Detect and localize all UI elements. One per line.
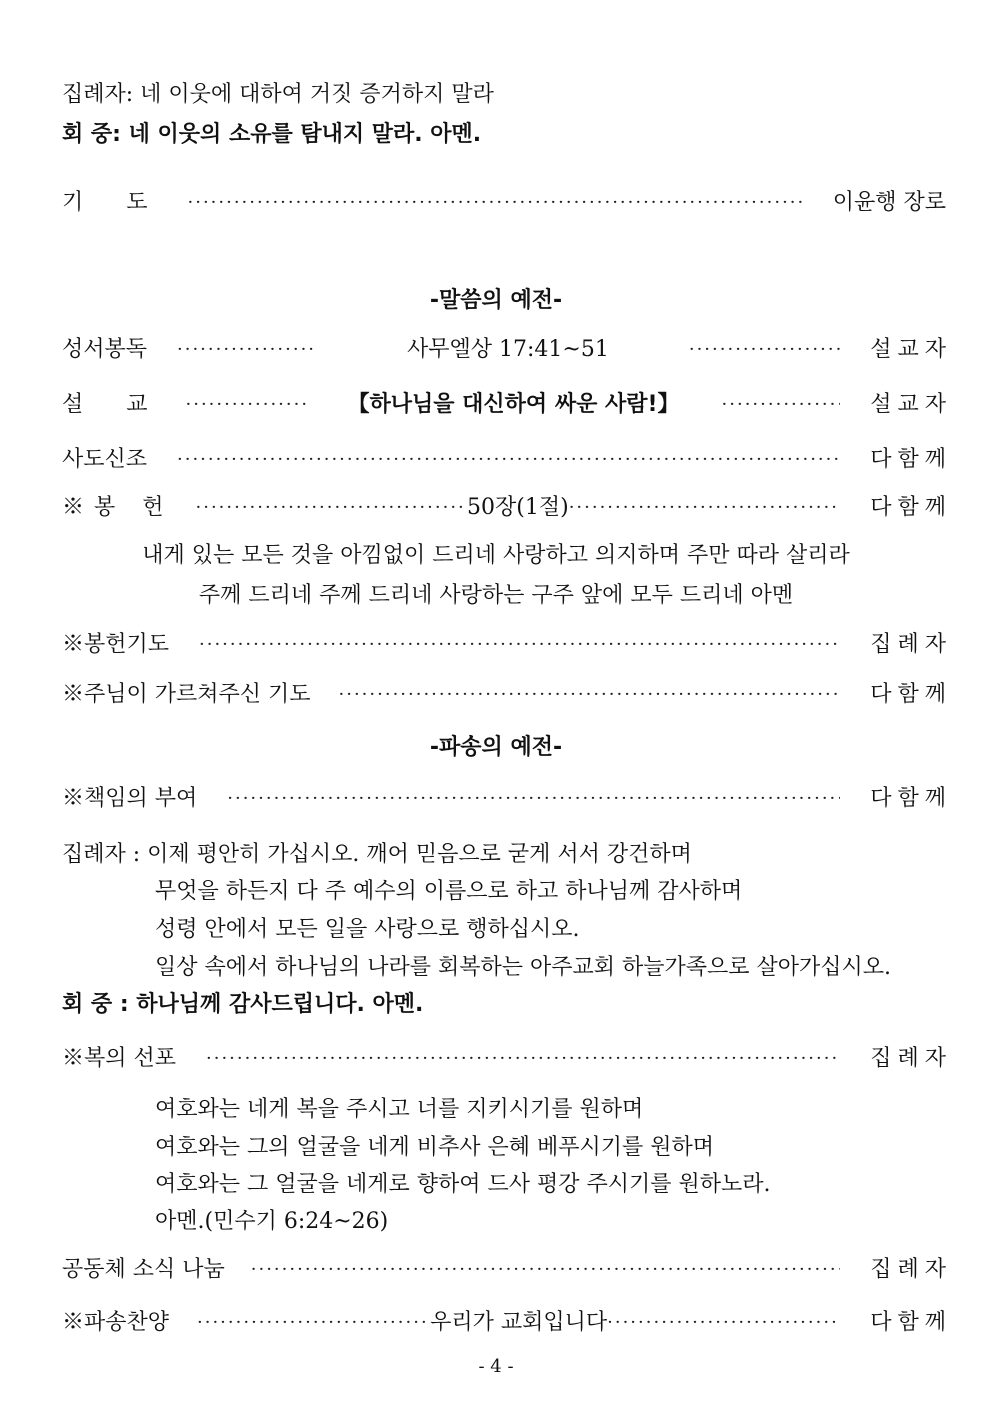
leader-dots <box>689 335 840 365</box>
lords-prayer-label: ※주님이 가르쳐주신 기도 <box>62 682 311 707</box>
benediction-line-3: 여호와는 그 얼굴을 네게로 향하여 드사 평강 주시기를 원하노라. <box>155 1172 771 1197</box>
sending-hymn-label: ※파송찬양 <box>62 1310 170 1335</box>
benediction-person: 집례자 <box>870 1046 952 1071</box>
charge-line-1: 집례자 : 이제 평안히 가십시오. 깨어 믿음으로 굳게 서서 강건하며 <box>62 842 692 867</box>
benediction-label: ※복의 선포 <box>62 1046 177 1071</box>
benediction-line-1: 여호와는 네게 복을 주시고 너를 지키시기를 원하며 <box>155 1097 644 1122</box>
scripture-label: 성서봉독 <box>62 337 148 362</box>
sending-hymn-title: 우리가 교회입니다 <box>430 1310 608 1335</box>
word-section-title: -말씀의 예전- <box>429 288 563 313</box>
leader-dots <box>206 1044 840 1074</box>
lords-prayer-row <box>62 680 952 710</box>
leader-line: 집례자: 네 이웃에 대하여 거짓 증거하지 말라 <box>62 82 494 107</box>
people-response: 회 중: 네 이웃의 소유를 탐내지 말라. 아멘. <box>62 122 482 147</box>
sending-hymn-row <box>62 1308 953 1338</box>
charge-line-2: 무엇을 하든지 다 주 예수의 이름으로 하고 하나님께 감사하며 <box>155 879 743 904</box>
leader-dots <box>186 390 308 420</box>
charge-label: ※책임의 부여 <box>62 786 198 811</box>
benediction-line-4: 아멘.(민수기 6:24~26) <box>155 1209 389 1234</box>
benediction-line-2: 여호와는 그의 얼굴을 네게 비추사 은혜 베푸시기를 원하며 <box>155 1135 715 1160</box>
leader-dots <box>196 493 468 523</box>
offering-person: 다함께 <box>870 495 952 520</box>
offering-prayer-row <box>62 630 952 660</box>
offering-prayer-label: ※봉헌기도 <box>62 632 170 657</box>
scripture-person: 설교자 <box>870 337 952 362</box>
leader-dots <box>722 390 841 420</box>
charge-person: 다함께 <box>870 786 952 811</box>
offering-prayer-person: 집례자 <box>870 632 952 657</box>
news-label: 공동체 소식 나눔 <box>62 1257 225 1282</box>
prayer-row <box>62 188 946 218</box>
leader-dots <box>251 1255 840 1285</box>
charge-row <box>62 784 952 814</box>
sermon-person: 설교자 <box>870 392 952 417</box>
prayer-label: 기 도 <box>62 190 166 215</box>
charge-response: 회 중 : 하나님께 감사드립니다. 아멘. <box>62 992 424 1017</box>
news-person: 집례자 <box>870 1257 952 1282</box>
charge-line-4: 일상 속에서 하나님의 나라를 회복하는 아주교회 하늘가족으로 살아가십시오. <box>155 955 892 980</box>
lords-prayer-person: 다함께 <box>870 682 952 707</box>
leader-dots <box>607 1308 840 1338</box>
offering-label: ※봉 헌 <box>62 495 174 520</box>
leader-dots <box>199 630 840 660</box>
sermon-label: 설 교 <box>62 392 166 417</box>
offering-lyrics-1: 내게 있는 모든 것을 아낌없이 드리네 사랑하고 의지하며 주만 따라 살리라 <box>142 543 850 568</box>
leader-dots <box>227 784 840 814</box>
creed-person: 다함께 <box>870 447 952 472</box>
leader-dots <box>177 335 317 365</box>
sending-section-title: -파송의 예전- <box>429 735 563 760</box>
leader-dots <box>197 1308 430 1338</box>
leader-dots <box>569 493 841 523</box>
prayer-person: 이윤행 장로 <box>832 190 946 215</box>
scripture-reference: 사무엘상 17:41~51 <box>407 337 609 362</box>
offering-hymn: 50장(1절) <box>467 495 569 520</box>
sermon-title: 【하나님을 대신하여 싸운 사람!】 <box>347 392 680 417</box>
news-row <box>62 1255 952 1285</box>
scripture-row <box>62 335 952 365</box>
sermon-row <box>62 390 952 420</box>
benediction-row <box>62 1044 952 1074</box>
creed-label: 사도신조 <box>62 447 148 472</box>
leader-dots <box>188 188 803 218</box>
offering-row <box>62 493 952 523</box>
page-number: - 4 - <box>478 1356 514 1377</box>
sending-hymn-person: 다함께 <box>870 1310 953 1335</box>
leader-dots <box>339 680 841 710</box>
offering-lyrics-2: 주께 드리네 주께 드리네 사랑하는 구주 앞에 모두 드리네 아멘 <box>198 583 794 608</box>
charge-line-3: 성령 안에서 모든 일을 사랑으로 행하십시오. <box>155 917 580 942</box>
creed-row <box>62 445 952 475</box>
leader-dots <box>177 445 840 475</box>
